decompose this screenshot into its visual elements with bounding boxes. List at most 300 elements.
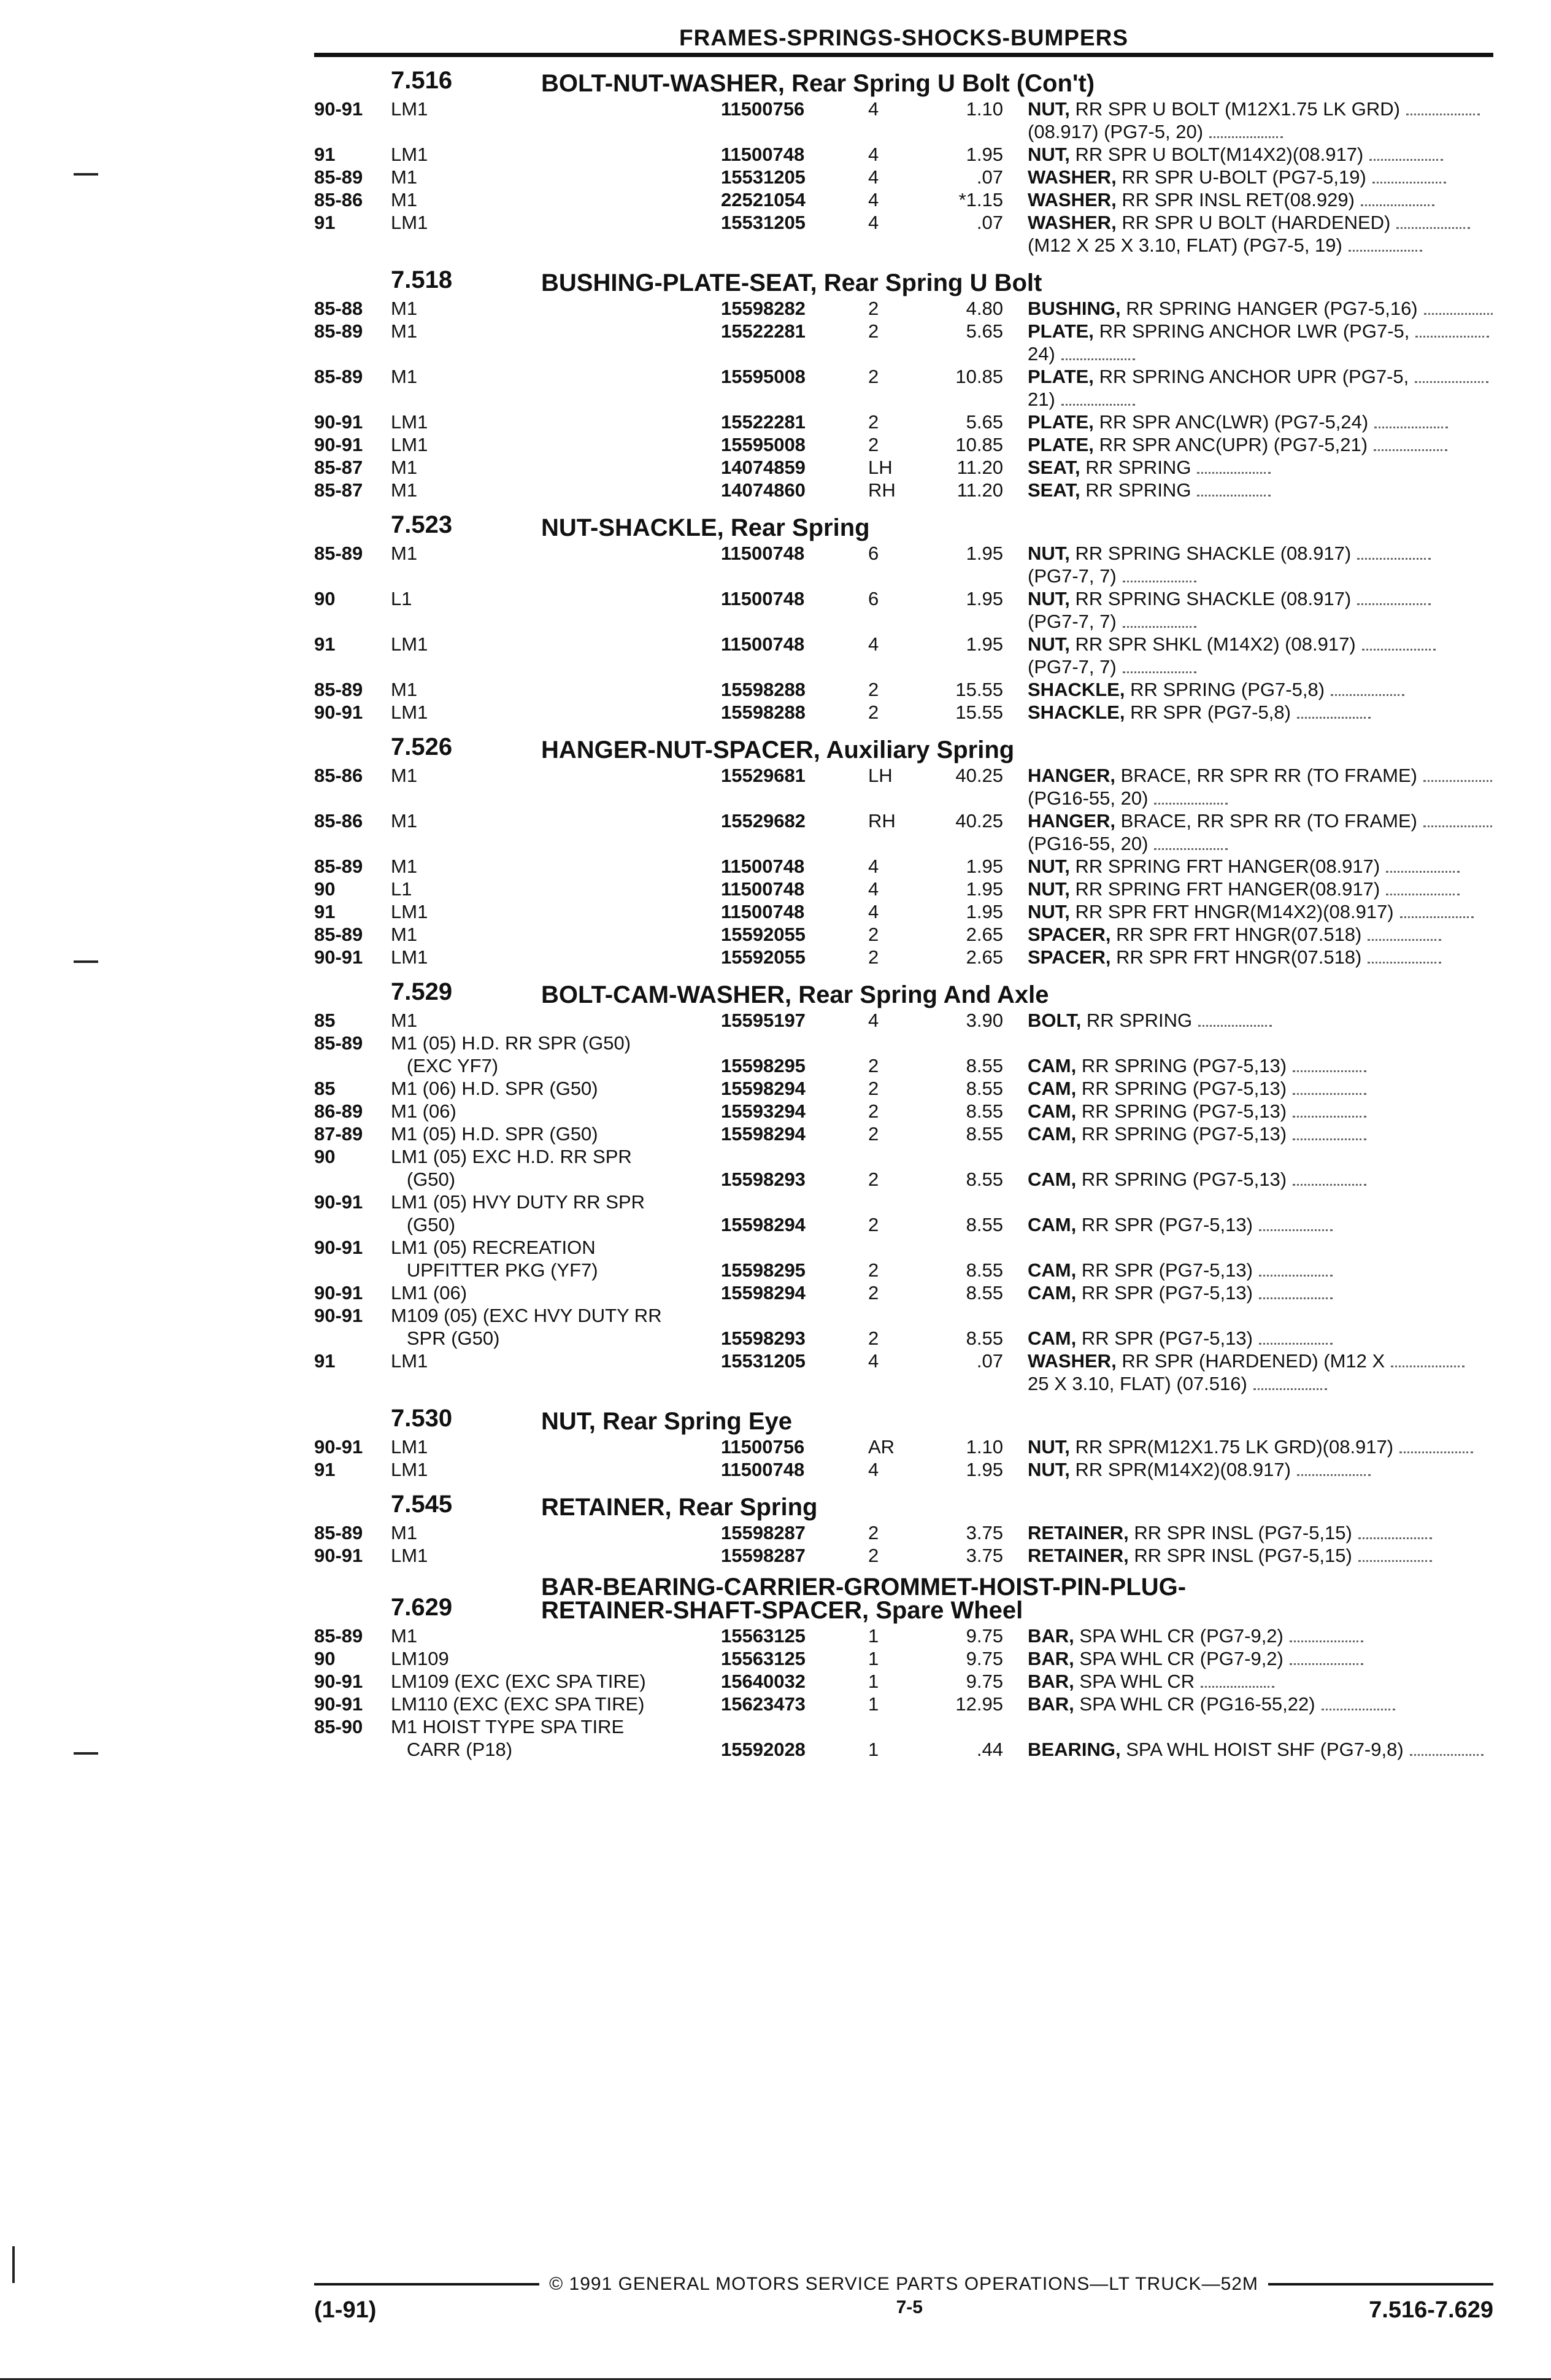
part-detail: RR SPR FRT HNGR(M14X2)(08.917) [1075,901,1394,922]
section-number: 7.526 [391,733,453,760]
part-description [1028,1145,1493,1168]
model-application: LM1 [391,633,428,655]
quantity: 4 [868,633,879,655]
parts-row [314,120,1493,143]
model-year: 85 [314,1078,336,1099]
part-description [1028,587,1493,610]
part-name: RETAINER, [1028,1545,1129,1566]
part-detail: RR SPRING [1086,1010,1193,1031]
leader-dots [1357,603,1431,605]
part-detail: RR SPR (PG7-5,13) [1081,1282,1253,1304]
model-year: 85-87 [314,479,363,501]
parts-row [314,946,1493,968]
part-description [1028,809,1493,832]
part-description [1028,1304,1493,1327]
quantity: 4 [868,144,879,165]
quantity: RH [868,479,896,501]
parts-list [314,542,1493,724]
part-name: NUT, [1028,901,1070,922]
model-year: 85-89 [314,679,363,700]
section-heading [314,1489,1493,1519]
part-number: 15529681 [721,765,806,786]
section-heading [314,732,1493,762]
model-year [314,1738,391,1761]
part-number [721,1191,868,1213]
part-name: NUT, [1028,543,1070,564]
parts-row [314,98,1493,120]
parts-row [314,1670,1493,1693]
leader-dots [1197,472,1271,474]
quantity: 2 [868,411,879,433]
model-year [314,1259,391,1281]
price: 8.55 [966,1055,1003,1076]
parts-list [314,1009,1493,1395]
price: 2.65 [966,924,1003,945]
part-name: CAM, [1028,1055,1077,1076]
page-footer [314,2274,1493,2324]
part-number [721,655,868,678]
model-year: 85-89 [314,1625,363,1647]
price [917,565,1003,587]
part-detail: RR SPRING [1085,457,1191,478]
model-application: M1 (05) H.D. RR SPR (G50) [391,1032,631,1054]
part-number: 11500748 [721,901,805,922]
model-year: 91 [314,633,336,655]
model-year: 85-89 [314,366,363,387]
model-year: 90-91 [314,946,363,968]
part-number: 15623473 [721,1693,806,1715]
leader-dots [1399,1451,1473,1453]
part-detail: RR SPRING ANCHOR LWR (PG7-5, [1099,320,1410,342]
model-year: 90-91 [314,98,363,120]
price: 1.95 [966,633,1003,655]
leader-dots [1386,894,1460,895]
part-name: PLATE, [1028,320,1094,342]
parts-row [314,188,1493,211]
quantity [868,1715,917,1738]
leader-dots [1293,1184,1366,1186]
leader-dots [1293,1070,1366,1072]
price: 5.65 [966,411,1003,433]
parts-list [314,1625,1493,1761]
part-number [721,1715,868,1738]
part-name: HANGER, [1028,765,1115,786]
part-detail: RR SPRING FRT HANGER(08.917) [1075,878,1380,900]
price: 1.95 [966,878,1003,900]
price: 1.95 [966,1459,1003,1480]
part-detail: SPA WHL HOIST SHF (PG7-9,8) [1126,1739,1404,1760]
leader-dots [1372,182,1446,184]
part-detail: RR SPR INSL (PG7-5,15) [1134,1522,1352,1544]
leader-dots [1358,1560,1432,1562]
model-application: M1 [391,320,418,342]
part-detail: (PG7-7, 7) [1028,656,1117,678]
leader-dots [1396,227,1470,229]
parts-list [314,297,1493,501]
parts-row [314,764,1493,787]
price: 15.55 [955,701,1003,723]
leader-dots [1322,1709,1395,1710]
part-description [1028,1077,1493,1100]
part-description [1028,297,1493,320]
section-title: BAR-BEARING-CARRIER-GROMMET-HOIST-PIN-PLUG- RETAINER-SHAFT-SPACER, Spare Wheel [541,1574,1187,1624]
part-name: SEAT, [1028,479,1080,501]
leader-dots [1415,336,1489,338]
price: 8.55 [966,1078,1003,1099]
part-number: 15598294 [721,1123,806,1145]
price: 15.55 [955,679,1003,700]
model-application [391,655,721,678]
price [917,120,1003,143]
part-detail: SPA WHL CR [1079,1671,1195,1692]
parts-row [314,1715,1493,1738]
part-description [1028,1054,1493,1077]
quantity: 6 [868,588,879,609]
part-number: 11500756 [721,98,805,120]
part-number [721,388,868,411]
part-detail: RR SPR(M14X2)(08.917) [1075,1459,1291,1480]
price: 11.20 [956,479,1003,501]
part-detail: RR SPR ANC(LWR) (PG7-5,24) [1099,411,1369,433]
leader-dots [1400,916,1474,918]
part-number: 11500748 [721,633,805,655]
model-year: 85-86 [314,189,363,211]
model-application: LM109 [391,1648,449,1669]
model-application: LM1 (05) RECREATION [391,1237,596,1258]
part-number: 11500748 [721,1459,805,1480]
price [917,787,1003,809]
model-year [314,787,391,809]
part-number: 11500756 [721,1436,805,1458]
part-number: 15592055 [721,924,806,945]
part-number: 15595197 [721,1010,806,1031]
quantity: 4 [868,878,879,900]
part-number: 14074860 [721,479,806,501]
price [917,388,1003,411]
price: *1.15 [958,189,1003,211]
leader-dots [1154,803,1228,805]
parts-row [314,633,1493,655]
leader-dots [1331,694,1404,696]
model-year [314,1054,391,1077]
part-name: PLATE, [1028,411,1094,433]
part-description [1028,701,1493,724]
part-detail: RR SPRING ANCHOR UPR (PG7-5, [1099,366,1409,387]
part-name: PLATE, [1028,366,1094,387]
leader-dots [1368,962,1441,964]
part-name: NUT, [1028,144,1070,165]
quantity: LH [868,457,893,478]
part-detail: RR SPR (PG7-5,13) [1081,1214,1253,1235]
model-application [391,787,721,809]
model-year [314,234,391,257]
part-name: CAM, [1028,1214,1077,1235]
part-detail: RR SPR INSL (PG7-5,15) [1134,1545,1352,1566]
part-number: 15598294 [721,1214,806,1235]
quantity: 2 [868,679,879,700]
parts-row [314,143,1493,166]
part-number: 15563125 [721,1625,806,1647]
parts-row [314,211,1493,234]
part-name: NUT, [1028,633,1070,655]
part-description [1028,855,1493,878]
part-detail: (08.917) (PG7-5, 20) [1028,121,1204,142]
part-number: 15522281 [721,320,806,342]
model-year: 85-89 [314,1032,363,1054]
part-description [1028,234,1493,257]
part-description [1028,610,1493,633]
parts-row [314,1236,1493,1259]
page-title: FRAMES-SPRINGS-SHOCKS-BUMPERS [314,25,1493,57]
part-name: BUSHING, [1028,298,1121,319]
part-name: WASHER, [1028,189,1117,211]
part-name: SEAT, [1028,457,1080,478]
part-number: 15598288 [721,679,806,700]
model-application: M1 [391,810,418,832]
model-application: (EXC YF7) [391,1055,499,1076]
quantity: 2 [868,1327,879,1349]
part-detail: 21) [1028,388,1055,410]
part-description [1028,1647,1493,1670]
part-description [1028,633,1493,655]
model-year: 85-89 [314,166,363,188]
model-year: 85-86 [314,765,363,786]
part-number: 22521054 [721,189,806,211]
part-number [721,832,868,855]
part-detail: SPA WHL CR (PG16-55,22) [1079,1693,1315,1715]
part-description [1028,365,1493,388]
model-year [314,1327,391,1350]
part-number: 14074859 [721,457,806,478]
price: .07 [976,166,1003,188]
parts-row [314,1304,1493,1327]
part-detail: RR SPR FRT HNGR(07.518) [1116,946,1362,968]
part-number: 15531205 [721,166,806,188]
part-number [721,1145,868,1168]
part-name: BAR, [1028,1671,1074,1692]
model-application: LM1 [391,212,428,233]
part-detail: SPA WHL CR (PG7-9,2) [1079,1625,1284,1647]
model-year [314,832,391,855]
part-detail: (PG7-7, 7) [1028,565,1117,587]
part-description [1028,1670,1493,1693]
parts-row [314,1100,1493,1122]
model-application: M1 [391,765,418,786]
model-application: LM1 [391,1436,428,1458]
quantity: 2 [868,1522,879,1544]
parts-list [314,98,1493,257]
price: 9.75 [966,1625,1003,1647]
quantity: 2 [868,1100,879,1122]
quantity: 4 [868,1350,879,1372]
part-number: 15598293 [721,1169,806,1190]
model-application: LM1 [391,901,428,922]
price [917,342,1003,365]
model-application: M1 [391,166,418,188]
part-description [1028,1327,1493,1350]
part-name: BOLT, [1028,1010,1082,1031]
model-year: 90-91 [314,1305,363,1326]
footer-row [314,2297,1493,2324]
parts-row [314,809,1493,832]
part-detail: RR SPRING FRT HANGER(08.917) [1075,856,1380,877]
part-description [1028,456,1493,479]
part-number [721,1032,868,1054]
parts-row [314,297,1493,320]
part-detail: 25 X 3.10, FLAT) (07.516) [1028,1373,1247,1394]
part-description [1028,1009,1493,1032]
parts-row [314,1191,1493,1213]
model-application: M1 [391,1625,418,1647]
parts-row [314,456,1493,479]
leader-dots [1154,848,1228,850]
part-description [1028,542,1493,565]
leader-dots [1362,649,1436,651]
part-detail: RR SPRING (PG7-5,13) [1081,1169,1287,1190]
price: 11.20 [956,457,1003,478]
part-detail: (PG7-7, 7) [1028,611,1117,632]
part-detail: RR SPRING [1085,479,1191,501]
model-application: LM1 (05) HVY DUTY RR SPR [391,1191,645,1213]
model-application: L1 [391,878,412,900]
part-detail: RR SPRING (PG7-5,13) [1081,1078,1287,1099]
price: 1.95 [966,856,1003,877]
part-description [1028,1100,1493,1122]
part-number: 15598288 [721,701,806,723]
model-application: LM110 (EXC (EXC SPA TIRE) [391,1693,645,1715]
part-number [721,1372,868,1395]
part-description [1028,1236,1493,1259]
section-number: 7.545 [391,1491,453,1518]
parts-row [314,234,1493,257]
leader-dots [1201,1686,1274,1688]
part-description [1028,832,1493,855]
quantity: 1 [868,1693,879,1715]
part-number: 15531205 [721,1350,806,1372]
price: 8.55 [966,1327,1003,1349]
price [917,1715,1003,1738]
part-detail: RR SPRING SHACKLE (08.917) [1075,588,1352,609]
part-description [1028,655,1493,678]
part-name: CAM, [1028,1259,1077,1281]
price: 9.75 [966,1648,1003,1669]
section-heading [314,977,1493,1006]
model-year [314,342,391,365]
leader-dots [1423,825,1493,827]
model-application: CARR (P18) [391,1739,513,1760]
parts-row [314,411,1493,433]
quantity: 4 [868,212,879,233]
part-number: 15598294 [721,1282,806,1304]
parts-row [314,1168,1493,1191]
part-description [1028,878,1493,900]
model-year: 90-91 [314,1282,363,1304]
model-application: LM1 [391,1545,428,1566]
model-application: M1 [391,679,418,700]
model-year: 85-89 [314,924,363,945]
leader-dots [1293,1138,1366,1140]
section-number: 7.516 [391,67,453,94]
quantity: LH [868,765,893,786]
model-year: 90-91 [314,1237,363,1258]
part-detail: RR SPR (PG7-5,8) [1130,701,1291,723]
quantity: 2 [868,1545,879,1566]
section-title: BOLT-NUT-WASHER, Rear Spring U Bolt (Con't) [541,70,1095,97]
quantity: 2 [868,924,879,945]
parts-row [314,655,1493,678]
model-year: 85-89 [314,543,363,564]
part-detail: RR SPRING SHACKLE (08.917) [1075,543,1352,564]
parts-row [314,678,1493,701]
section-number: 7.518 [391,266,453,293]
parts-row [314,1738,1493,1761]
price: 1.10 [966,98,1003,120]
model-year: 90 [314,588,336,609]
price: 10.85 [955,366,1003,387]
part-description [1028,678,1493,701]
part-detail: RR SPR ANC(UPR) (PG7-5,21) [1099,434,1368,455]
quantity: AR [868,1436,895,1458]
price: 8.55 [966,1123,1003,1145]
part-number: 15595008 [721,366,806,387]
part-name: BAR, [1028,1693,1074,1715]
leader-dots [1297,1474,1371,1476]
part-name: NUT, [1028,588,1070,609]
part-detail: BRACE, RR SPR RR (TO FRAME) [1120,765,1417,786]
price: 2.65 [966,946,1003,968]
section-number: 7.529 [391,978,453,1005]
model-application: M1 (06) H.D. SPR (G50) [391,1078,598,1099]
part-number: 15598287 [721,1545,806,1566]
part-number [721,1236,868,1259]
price [917,655,1003,678]
leader-dots [1253,1388,1327,1390]
part-detail: RR SPR (PG7-5,13) [1081,1327,1253,1349]
model-application: LM1 [391,144,428,165]
parts-row [314,878,1493,900]
leader-dots [1123,671,1196,673]
part-detail: (PG16-55, 20) [1028,833,1149,854]
model-application: M1 [391,1010,418,1031]
leader-dots [1123,581,1196,582]
price: 1.10 [966,1436,1003,1458]
leader-dots [1293,1093,1366,1095]
part-detail: RR SPR U BOLT (HARDENED) [1122,212,1391,233]
leader-dots [1061,404,1135,406]
parts-row [314,565,1493,587]
parts-row [314,1032,1493,1054]
leader-dots [1361,204,1434,206]
part-description [1028,1435,1493,1458]
price: 3.75 [966,1545,1003,1566]
part-number: 15598282 [721,298,806,319]
parts-row [314,1435,1493,1458]
model-year: 90-91 [314,701,363,723]
model-year: 91 [314,1459,336,1480]
part-name: BAR, [1028,1648,1074,1669]
parts-row [314,587,1493,610]
leader-dots [1123,626,1196,628]
part-detail: RR SPR FRT HNGR(07.518) [1116,924,1362,945]
section-heading [314,510,1493,539]
model-year [314,388,391,411]
leader-dots [1297,717,1371,719]
part-detail: RR SPR (PG7-5,13) [1081,1259,1253,1281]
model-application: (G50) [391,1214,456,1235]
parts-row [314,900,1493,923]
parts-row [314,1145,1493,1168]
part-name: NUT, [1028,856,1070,877]
